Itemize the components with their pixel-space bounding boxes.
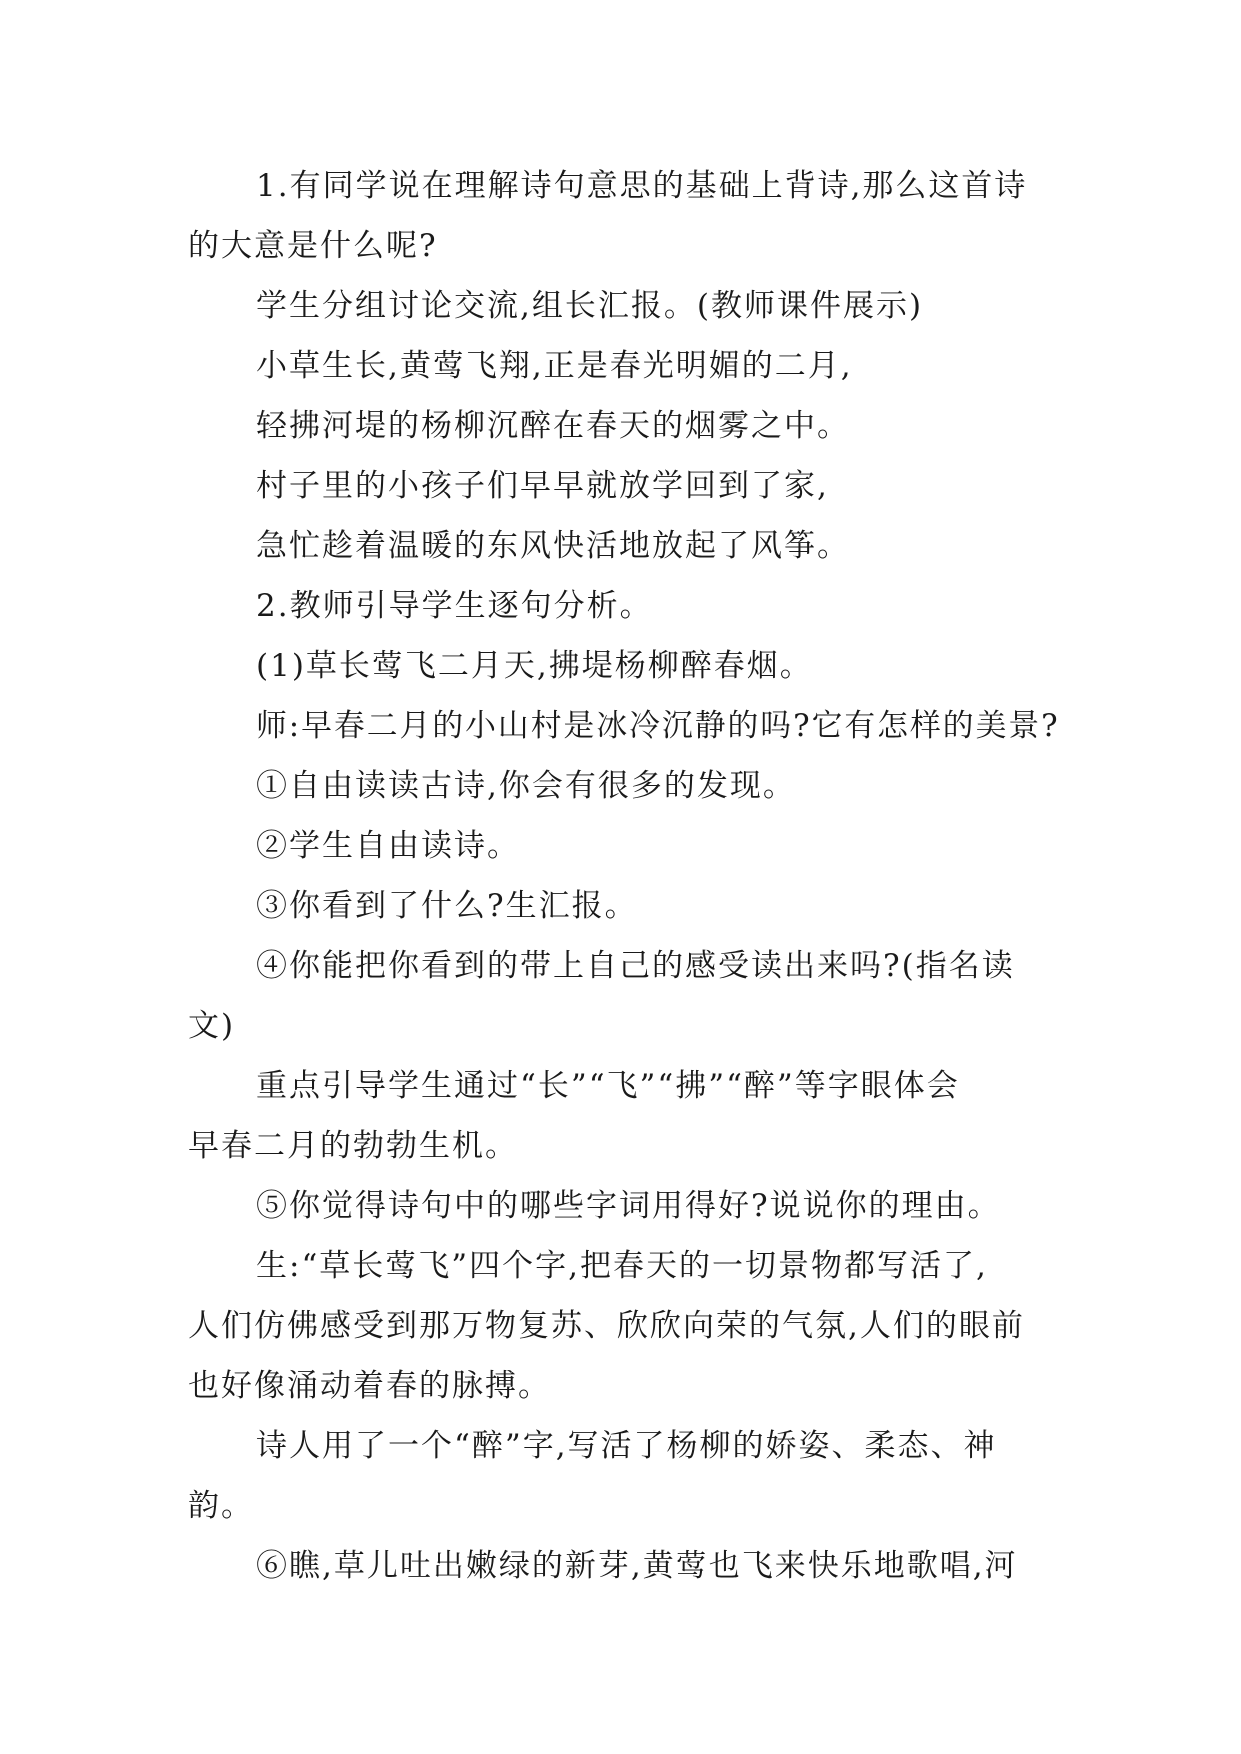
paragraph-line: 早春二月的勃勃生机。 [188,1128,518,1164]
paragraph-line: ⑤你觉得诗句中的哪些字词用得好?说说你的理由。 [256,1188,1001,1224]
paragraph-line: 1.有同学说在理解诗句意思的基础上背诗,那么这首诗 [256,168,1028,204]
paragraph-line: 急忙趁着温暖的东风快活地放起了风筝。 [256,528,850,564]
paragraph-line: 轻拂河堤的杨柳沉醉在春天的烟雾之中。 [256,408,850,444]
paragraph-line: 生:“草长莺飞”四个字,把春天的一切景物都写活了, [256,1248,988,1284]
paragraph-line: 小草生长,黄莺飞翔,正是春光明媚的二月, [256,348,853,384]
paragraph-line: ③你看到了什么?生汇报。 [256,888,638,924]
paragraph-line: 也好像涌动着春的脉搏。 [188,1368,551,1404]
paragraph-line: 2.教师引导学生逐句分析。 [256,588,653,624]
paragraph-line: ⑥瞧,草儿吐出嫩绿的新芽,黄莺也飞来快乐地歌唱,河 [256,1548,1018,1584]
paragraph-line: 人们仿佛感受到那万物复苏、欣欣向荣的气氛,人们的眼前 [188,1308,1025,1344]
paragraph-line: 重点引导学生通过“长”“飞”“拂”“醉”等字眼体会 [256,1068,960,1104]
paragraph-line: 的大意是什么呢? [188,228,438,264]
paragraph-line: 诗人用了一个“醉”字,写活了杨柳的娇姿、柔态、神 [256,1428,997,1464]
paragraph-line: ④你能把你看到的带上自己的感受读出来吗?(指名读 [256,948,1015,984]
paragraph-line: (1)草长莺飞二月天,拂堤杨柳醉春烟。 [256,648,813,684]
paragraph-line: 村子里的小孩子们早早就放学回到了家, [256,468,829,504]
paragraph-line: 师:早春二月的小山村是冰冷沉静的吗?它有怎样的美景? [256,708,1060,744]
paragraph-line: ①自由读读古诗,你会有很多的发现。 [256,768,796,804]
paragraph-line: 韵。 [188,1488,254,1524]
paragraph-line: 文) [188,1008,236,1044]
paragraph-line: 学生分组讨论交流,组长汇报。(教师课件展示) [256,288,924,324]
paragraph-line: ②学生自由读诗。 [256,828,520,864]
